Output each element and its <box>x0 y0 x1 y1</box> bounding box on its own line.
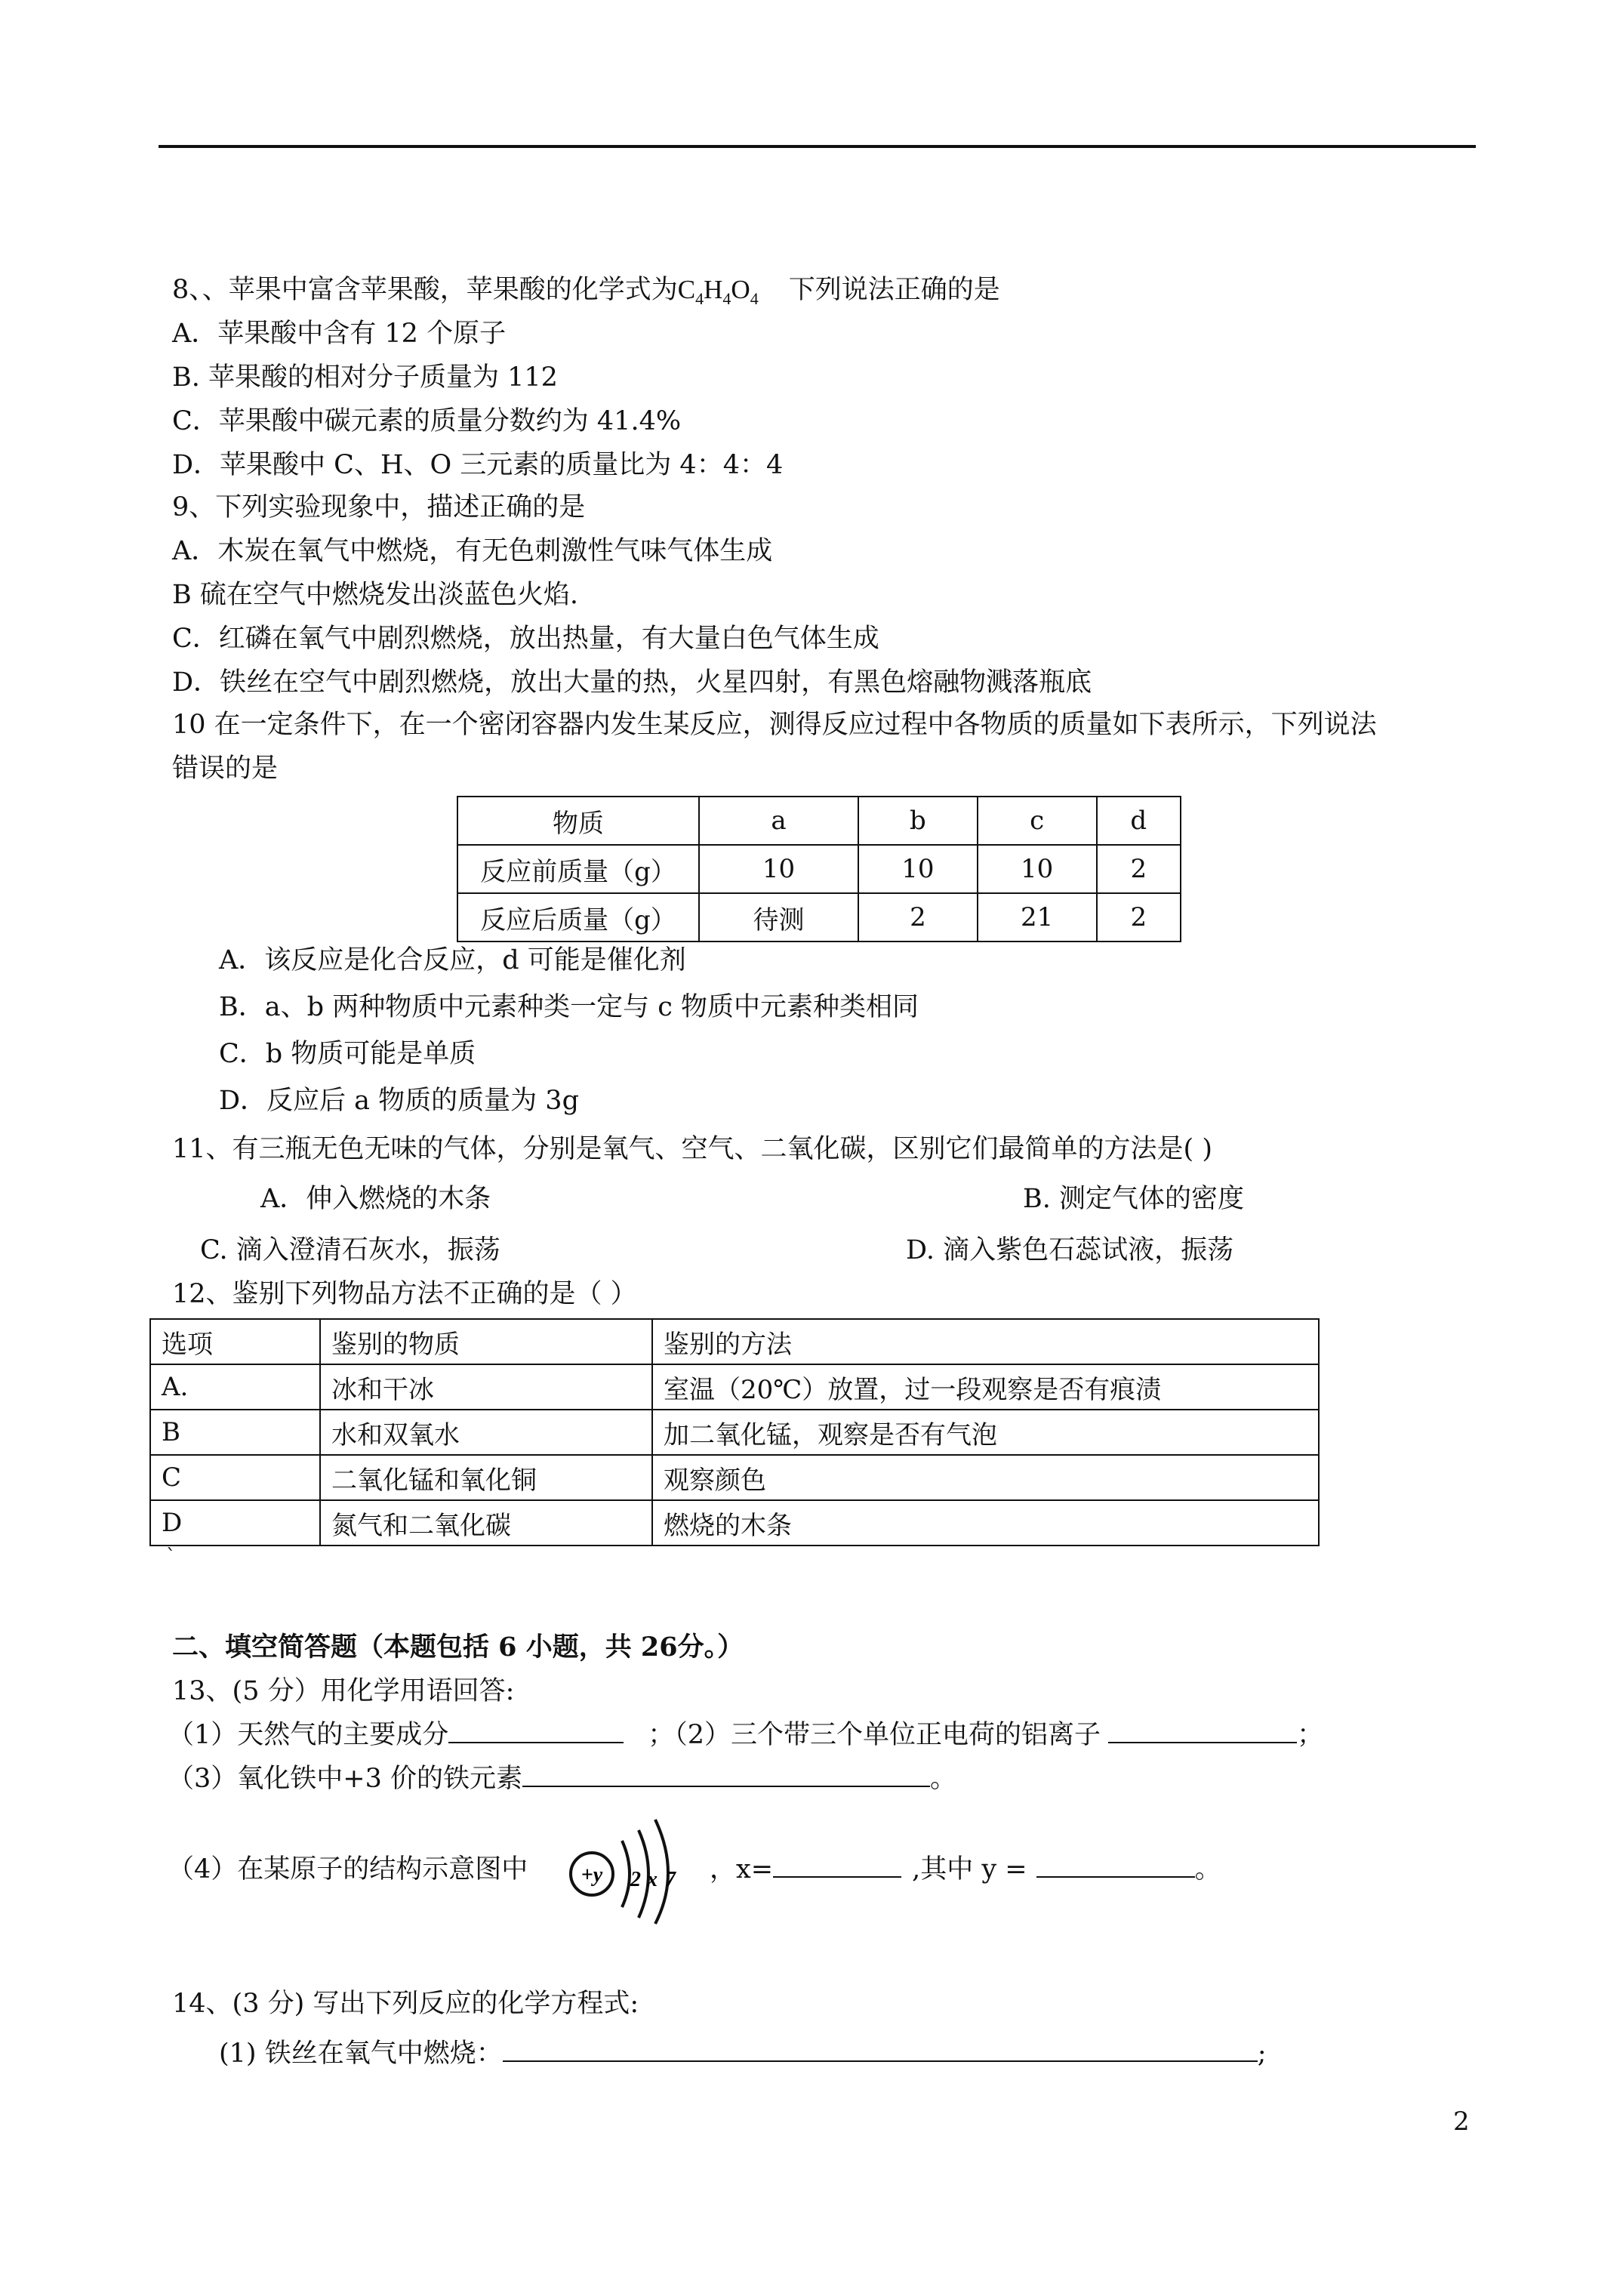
table-row <box>150 1364 1319 1410</box>
q11-option-b: B. 测定气体的密度 <box>1023 1184 1244 1214</box>
q8-option-b: B. 苹果酸的相对分子质量为 112 <box>172 362 558 393</box>
table-row <box>150 1410 1319 1455</box>
q10-stem-line1: 10 在一定条件下，在一个密闭容器内发生某反应，测得反应过程中各物质的质量如下表所示，下列说法 <box>172 710 1377 740</box>
table-cell: 燃烧的木条 <box>652 1500 1319 1546</box>
page-number: 2 <box>1453 2106 1470 2137</box>
answer-blank-2[interactable] <box>1108 1719 1297 1743</box>
table-cell: 二氧化锰和氧化铜 <box>320 1455 652 1500</box>
q13-part-4-prompt: （4）在某原子的结构示意图中 <box>168 1854 528 1885</box>
q14-stem: 14、(3 分) 写出下列反应的化学方程式: <box>172 1989 639 2019</box>
q11-option-d: D. 滴入紫色石蕊试液，振荡 <box>906 1235 1234 1265</box>
shell-electron-count: 7 <box>665 1868 676 1891</box>
table-cell: 2 <box>1097 893 1181 942</box>
q8-option-a: A．苹果酸中含有 12 个原子 <box>172 319 507 349</box>
electron-shell-arc <box>622 1841 630 1907</box>
table-cell: 10 <box>978 845 1097 893</box>
table-cell: A. <box>150 1364 320 1410</box>
table-cell: B <box>150 1410 320 1455</box>
table-cell: 2 <box>858 893 978 942</box>
answer-blank-1[interactable] <box>448 1719 624 1743</box>
table-row <box>150 1500 1319 1546</box>
stray-mark: ` <box>166 1546 176 1568</box>
q12-stem: 12、鉴别下列物品方法不正确的是（ ） <box>172 1279 637 1309</box>
table-cell: 反应前质量（g） <box>457 845 699 893</box>
q9-stem: 9、下列实验现象中，描述正确的是 <box>172 492 586 522</box>
table-header-cell: c <box>978 797 1097 845</box>
q13-stem: 13、(5 分）用化学用语回答: <box>172 1676 515 1706</box>
q8-stem: 8、、苹果中富含苹果酸，苹果酸的化学式为$C_4H_4O_4$ 下列说法正确的是 <box>172 275 1000 308</box>
q9-option-c: C．红磷在氧气中剧烈燃烧，放出热量，有大量白色气体生成 <box>172 624 879 654</box>
table-cell: 反应后质量（g） <box>457 893 699 942</box>
q10-stem-line2: 错误的是 <box>172 754 279 784</box>
table-cell: 氮气和二氧化碳 <box>320 1500 652 1546</box>
q14-part-1: (1) 铁丝在氧气中燃烧： ; <box>219 2039 1267 2069</box>
q8-option-d: D．苹果酸中 C、H、O 三元素的质量比为 4：4：4 <box>172 450 784 480</box>
answer-blank-x[interactable] <box>773 1854 901 1878</box>
shell-electron-count: x <box>647 1868 658 1891</box>
q11-option-c: C. 滴入澄清石灰水，振荡 <box>200 1235 500 1265</box>
table-header-cell: d <box>1097 797 1181 845</box>
q8-option-c: C．苹果酸中碳元素的质量分数约为 41.4% <box>172 406 682 436</box>
table-header-row <box>150 1319 1319 1364</box>
section-title: 二、填空简答题（本题包括 6 小题，共 26分。） <box>172 1632 744 1663</box>
q10-option-b: B．a、b 两种物质中元素种类一定与 c 物质中元素种类相同 <box>219 992 919 1022</box>
table-header-cell: 鉴别的物质 <box>320 1319 652 1364</box>
q12-identification-table <box>149 1318 1320 1546</box>
table-row <box>457 845 1181 893</box>
nucleus-label: +y <box>581 1863 603 1887</box>
table-header-cell: 鉴别的方法 <box>652 1319 1319 1364</box>
table-cell: 10 <box>699 845 858 893</box>
answer-blank-y[interactable] <box>1036 1854 1195 1878</box>
atom-structure-diagram <box>560 1804 711 1925</box>
table-cell: 水和双氧水 <box>320 1410 652 1455</box>
shell-electron-count: 2 <box>630 1868 641 1891</box>
answer-blank-equation[interactable] <box>503 2038 1258 2062</box>
table-header-cell: b <box>858 797 978 845</box>
table-cell: 2 <box>1097 845 1181 893</box>
table-cell: 观察颜色 <box>652 1455 1319 1500</box>
q9-option-a: A．木炭在氧气中燃烧，有无色刺激性气味气体生成 <box>172 536 773 566</box>
header-rule <box>159 145 1476 148</box>
q11-option-a: A．伸入燃烧的木条 <box>260 1184 491 1214</box>
q10-option-c: C．b 物质可能是单质 <box>219 1039 476 1069</box>
q13-parts-1-2: （1）天然气的主要成分 ；（2）三个带三个单位正电荷的铝离子 ； <box>168 1720 1324 1750</box>
table-row <box>457 893 1181 942</box>
table-cell: 加二氧化锰，观察是否有气泡 <box>652 1410 1319 1455</box>
table-cell: 21 <box>978 893 1097 942</box>
q10-option-a: A．该反应是化合反应，d 可能是催化剂 <box>219 945 686 975</box>
table-cell: 待测 <box>699 893 858 942</box>
q13-part-3: （3）氧化铁中+3 价的铁元素 。 <box>168 1764 957 1794</box>
q10-mass-table <box>457 796 1181 942</box>
q13-part-4-answers: ，x= ,其中 y = 。 <box>710 1854 1221 1885</box>
table-cell: C <box>150 1455 320 1500</box>
table-header-cell: 物质 <box>457 797 699 845</box>
table-header-cell: 选项 <box>150 1319 320 1364</box>
table-cell: 冰和干冰 <box>320 1364 652 1410</box>
table-header-cell: a <box>699 797 858 845</box>
table-cell: 室温（20℃）放置，过一段观察是否有痕渍 <box>652 1364 1319 1410</box>
q9-option-d: D．铁丝在空气中剧烈燃烧，放出大量的热，火星四射，有黑色熔融物溅落瓶底 <box>172 667 1092 698</box>
answer-blank-3[interactable] <box>522 1763 930 1787</box>
table-cell: 10 <box>858 845 978 893</box>
table-row <box>150 1455 1319 1500</box>
table-header-row <box>457 797 1181 845</box>
q10-option-d: D．反应后 a 物质的质量为 3g <box>219 1086 579 1116</box>
q9-option-b: B 硫在空气中燃烧发出淡蓝色火焰. <box>172 580 578 610</box>
table-cell: D <box>150 1500 320 1546</box>
q11-stem: 11、有三瓶无色无味的气体，分别是氧气、空气、二氧化碳，区别它们最简单的方法是( ) <box>172 1134 1212 1164</box>
